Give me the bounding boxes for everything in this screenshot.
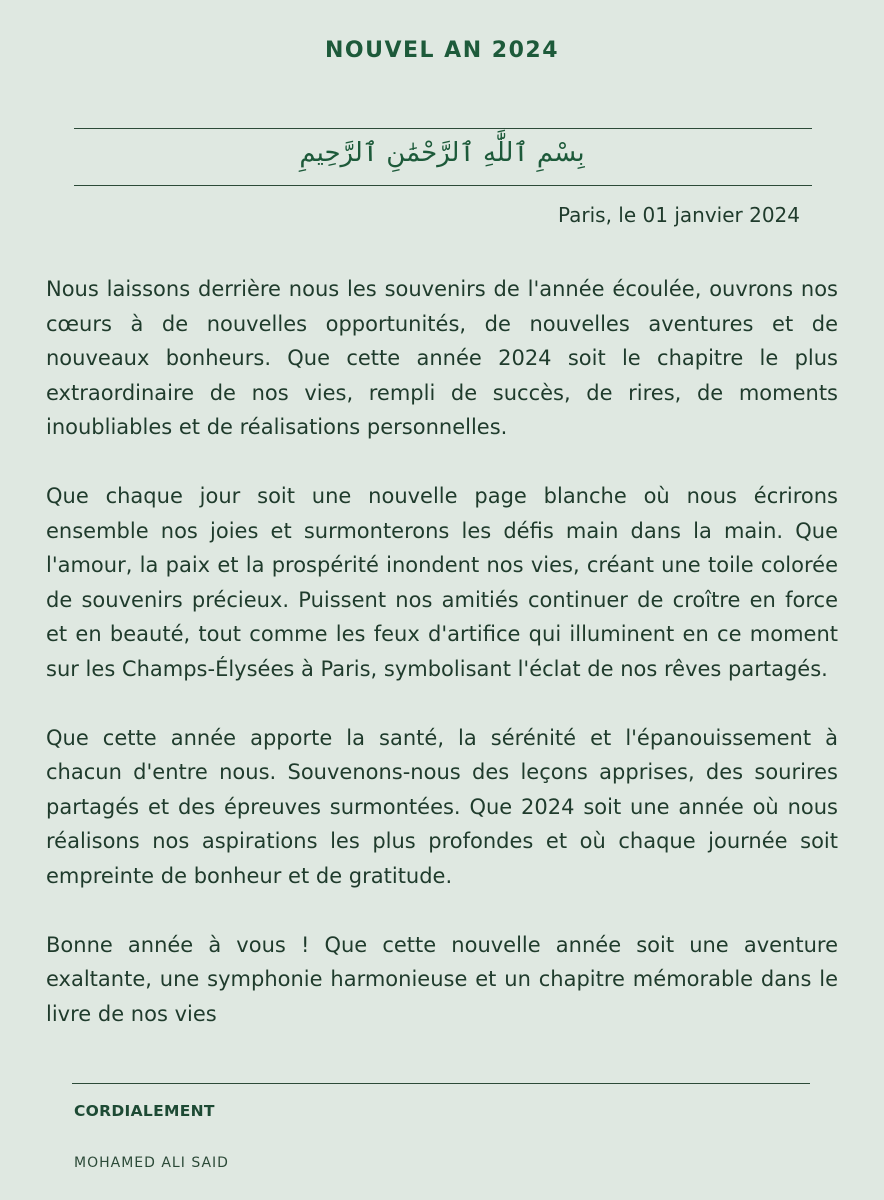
signature-name: MOHAMED ALI SAID [74, 1155, 229, 1171]
paragraph: Que chaque jour soit une nouvelle page blanche où nous écrirons ensemble nos joies et surmonterons les défis main dans la main. Que l'amour, la paix et la prospérité inondent nos vies, créant une toile colorée de souvenirs précieux. Puissent nos amitiés continuer de croître en force et en beauté, tout comme les feux d'artifice qui illuminent en ce moment sur les Champs-Élysées à Paris, symbolisant l'éclat de nos rêves partagés. [46, 484, 838, 681]
top-divider [74, 128, 812, 129]
paragraph: Nous laissons derrière nous les souvenirs de l'année écoulée, ouvrons nos cœurs à de nouvelles opportunités, de nouvelles aventures et de nouveaux bonheurs. Que cette année 2024 soit le chapitre le plus extraordinaire de nos vies, rempli de succès, de rires, de moments inoubliables et de réalisations personnelles. [46, 277, 838, 439]
bismillah-text: بِسْمِ ٱللَّٰهِ ٱلرَّحْمَٰنِ ٱلرَّحِيمِ [299, 138, 585, 168]
footer-divider [72, 1083, 810, 1084]
letter-title: NOUVEL AN 2024 [324, 38, 560, 63]
dateline: Paris, le 01 janvier 2024 [557, 203, 800, 227]
closing-text: CORDIALEMENT [74, 1102, 215, 1120]
letter-body [46, 272, 838, 1066]
paragraph: Que cette année apporte la santé, la sérénité et l'épanouissement à chacun d'entre nous. Souvenons-nous des leçons apprises, des sourires partagés et des épreuves surmontées. Que 2024 soit une année où nous réalisons nos aspirations les plus profondes et où chaque journée soit empreinte de bonheur et de gratitude. [46, 725, 838, 888]
bismillah-divider [74, 185, 812, 186]
paragraph: Bonne année à vous ! Que cette nouvelle année soit une aventure exaltante, une symphonie harmonieuse et un chapitre mémorable dans le livre de nos vies [46, 932, 838, 1026]
